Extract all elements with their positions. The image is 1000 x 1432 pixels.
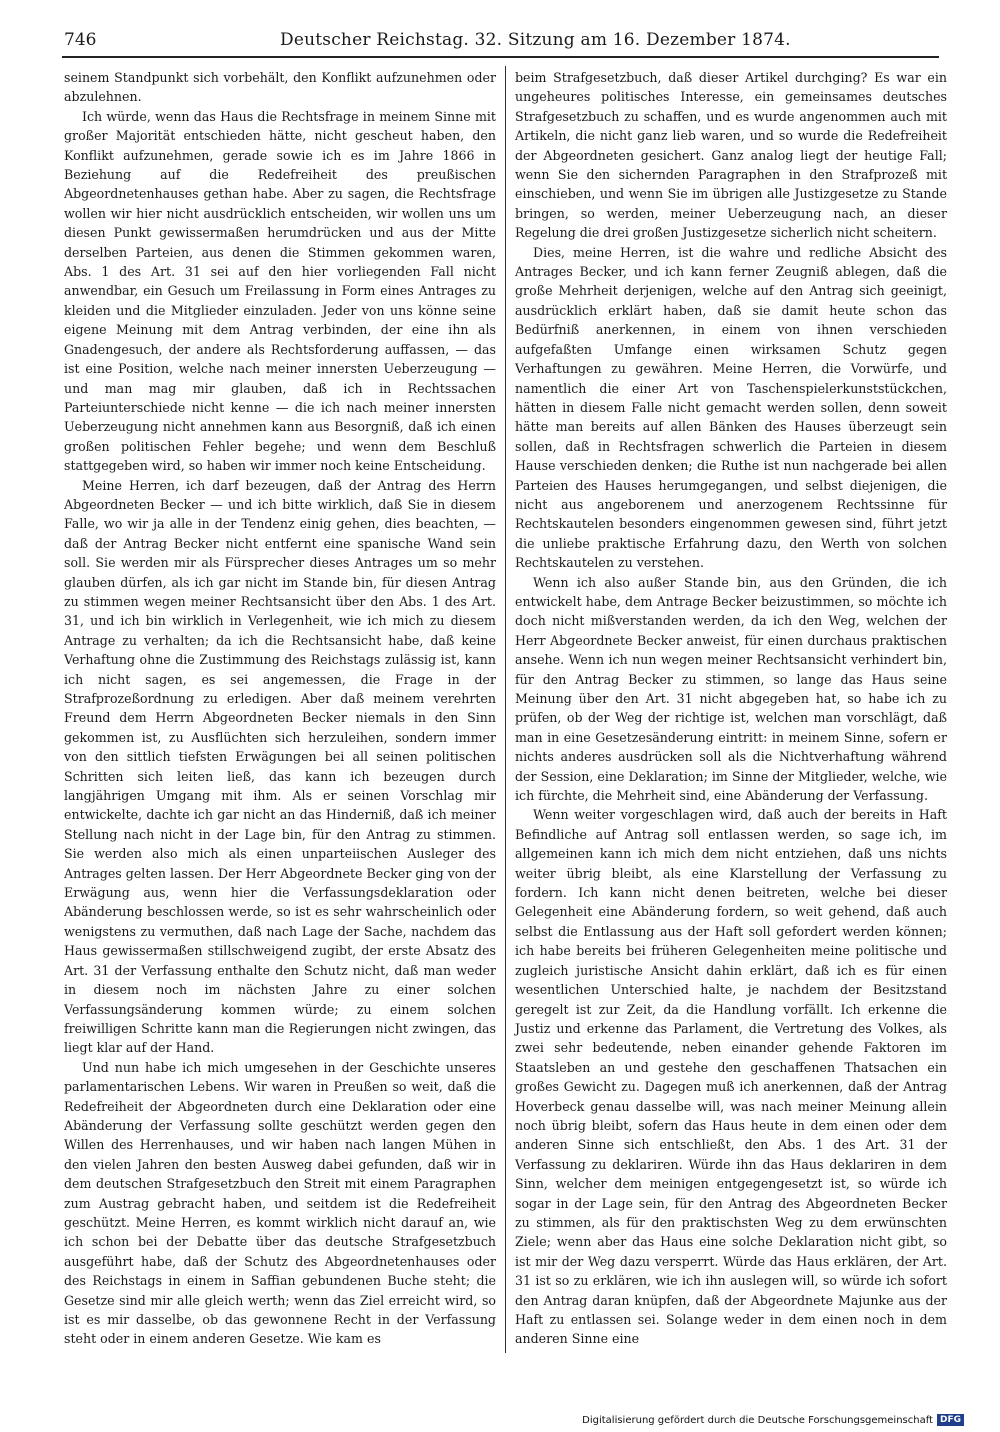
paragraph: Wenn ich also außer Stande bin, aus den Gründen, die ich entwickelt habe, dem Antrage Becker beizustimmen, so möchte ich doch nicht mißverstanden werden, da ich den Weg, welchen der Herr Abgeordnete Becker anweist, für einen durchaus praktischen ansehe. Wenn ich nun wegen meiner Rechtsansicht verhindert bin, für den Antrag Becker zu stimmen, so lange das Haus seine Meinung über den Art. 31 nicht abgegeben hat, so habe ich zu prüfen, ob der Weg der richtige ist, welchen man vorschlägt, daß man in eine Gesetzesänderung eintritt: in meinem Sinne, sofern er nichts anderes ausdrücken soll als die Nichtverhaftung während der Session, eine Deklaration; im Sinne der Mitglieder, welche, wie ich fürchte, die Mehrheit sind, eine Abänderung der Verfassung.: [515, 574, 947, 804]
dfg-logo-icon: DFG: [937, 1414, 964, 1426]
column-divider: [505, 66, 506, 1353]
footer-credit: Digitalisierung gefördert durch die Deutsche Forschungsgemeinschaft: [582, 1414, 933, 1426]
paragraph: Dies, meine Herren, ist die wahre und redliche Absicht des Antrages Becker, und ich kann ferner Zeugniß ablegen, daß die große Mehrheit derjenigen, welche auf den Antrag sich geeinigt, ausdrücklich erklärt haben, daß sie damit heute schon das Bedürfniß anerkennen, in einem von ihnen verschieden aufgefaßten Umfange einen wirksamen Schutz gegen Verhaftungen zu gewähren. Meine Herren, die Vorwürfe, und namentlich die einer Art von Taschenspielerkunststückchen, hätten in diesem Falle nicht gemacht werden sollen, denn soweit hätte man bereits auf allen Bänken des Hauses überzeugt sein sollen, daß in Rechtsfragen schwerlich die Parteien in diesem Hause verschieden denken; die Ruthe ist nun nachgerade bei allen Parteien des Hauses herumgegangen, und selbst diejenigen, die nicht aus angeborenem und anerzogenem Rechtssinne für Rechtskautelen besonders eingenommen gewesen sind, führt jetzt die unliebe praktische Erfahrung dazu, den Werth von solchen Rechtskautelen zu verstehen.: [515, 244, 947, 571]
running-head: Deutscher Reichstag. 32. Sitzung am 16. Dezember 1874.: [280, 30, 791, 50]
paragraph: Und nun habe ich mich umgesehen in der Geschichte unseres parlamentarischen Lebens. Wir waren in Preußen so weit, daß die Redefreiheit der Abgeordneten durch eine Deklaration oder eine Abänderung der Verfassung sollte geschützt werden gegen den Willen des Herrenhauses, und wir haben nach langen Mühen in den vielen Jahren den besten Ausweg dabei gefunden, daß wir in dem deutschen Strafgesetzbuch den Streit mit einem Paragraphen zum Austrag gebracht haben, und seitdem ist die Redefreiheit geschützt. Meine Herren, es kommt wirklich nicht darauf an, wie ich schon bei der Debatte über das deutsche Strafgesetzbuch ausgeführt habe, daß der Schutz des Abgeordnetenhauses oder des Reichstags in einem in Saffian gebundenen Buche steht; die Gesetze sind mir alle gleich werth; wenn das Ziel erreicht wird, so ist es mir dasselbe, ob das gewonnene Recht in der Verfassung steht oder in einem anderen Gesetze. Wie kam es: [64, 1059, 496, 1347]
paragraph: seinem Standpunkt sich vorbehält, den Konflikt aufzunehmen oder abzulehnen.: [64, 70, 496, 105]
left-column: [64, 68, 496, 1349]
footer: [582, 1414, 964, 1426]
paragraph: Ich würde, wenn das Haus die Rechtsfrage in meinem Sinne mit großer Majorität entschieden hätte, nicht gescheut haben, den Konflikt aufzunehmen, gerade sowie ich es im Jahre 1866 in Beziehung auf die Redefreiheit des preußischen Abgeordnetenhauses gethan habe. Aber zu sagen, die Rechtsfrage wollen wir hier nicht ausdrücklich entscheiden, wir wollen uns um diesen Punkt gewissermaßen herumdrücken und aus der Mitte derselben Parteien, aus denen die Stimmen gekommen waren, Abs. 1 des Art. 31 sei auf den hier vorliegenden Fall nicht anwendbar, ein Gesuch um Freilassung in Form eines Antrages zu kleiden und die Mitglieder einzuladen. Jeder von uns könne seine eigene Meinung mit dem Antrag verbinden, der eine ihn als Gnadengesuch, der andere als Rechtsforderung auffassen, — das ist eine Position, welche nach meiner innersten Ueberzeugung — und man mag mir glauben, daß ich in Rechtssachen Parteiunterschiede nicht kenne — die ich nach meiner innersten Ueberzeugung nicht annehmen kann aus Besorgniß, daß ich einen großen politischen Fehler begehe; und wenn dem Beschluß stattgegeben wird, so haben wir immer noch keine Entscheidung.: [64, 108, 496, 474]
paragraph: Wenn weiter vorgeschlagen wird, daß auch der bereits in Haft Befindliche auf Antrag soll entlassen werden, so sage ich, im allgemeinen kann ich mich dem nicht entziehen, daß uns nichts weiter übrig bleibt, als eine Klarstellung der Verfassung zu fordern. Ich kann nicht denen beitreten, welche bei dieser Gelegenheit eine Abänderung fordern, so weit gehend, daß auch selbst die Entlassung aus der Haft soll gefordert werden können; ich habe bereits bei früheren Gelegenheiten meine politische und zugleich juristische Ansicht dahin erklärt, daß ich es für einen wesentlichen Unterschied halte, je nachdem der Besitzstand geregelt ist zur Zeit, da die Handlung vorfällt. Ich erkenne die Justiz und erkenne das Parlament, die Vertretung des Volkes, als zwei sehr bedeutende, neben einander gehende Faktoren im Staatsleben an und gestehe den geschaffenen Thatsachen ein großes Gewicht zu. Dagegen muß ich anerkennen, daß der Antrag Hoverbeck genau dasselbe will, was nach meiner Meinung allein noch übrig bleibt, sofern das Haus heute in dem einen oder dem anderen Sinne sich entschließt, den Abs. 1 des Art. 31 der Verfassung zu deklariren. Würde ihn das Haus deklariren in dem Sinn, welcher dem meinigen entgegengesetzt ist, so würde ich sogar in der Lage sein, für den Antrag des Abgeordneten Becker zu stimmen, als für den praktischsten Weg zu dem erwünschten Ziele; wenn aber das Haus eine solche Deklaration nicht gibt, so ist mir der Weg dazu versperrt. Würde das Haus erklären, der Art. 31 ist so zu erklären, wie ich ihn auslegen will, so würde ich sofort den Antrag daran knüpfen, daß der Abgeordnete Majunke aus der Haft zu entlassen sei. Solange weder in dem einen noch in dem anderen Sinne eine: [515, 807, 947, 1347]
paragraph: beim Strafgesetzbuch, daß dieser Artikel durchging? Es war ein ungeheures politisches Interesse, ein gemeinsames deutsches Strafgesetzbuch zu schaffen, und es wurde angenommen auch mit Artikeln, die nicht ganz lieb waren, und so wurde die Redefreiheit der Abgeordneten gesichert. Ganz analog liegt der heutige Fall; wenn Sie den sichernden Paragraphen in den Strafprozeß mit einschieben, und wenn Sie im übrigen alle Justizgesetze zu Stande bringen, so werden, meiner Ueberzeugung nach, an dieser Regelung die drei großen Justizgesetze sicherlich nicht scheitern.: [515, 70, 947, 241]
page-number: 746: [64, 30, 97, 50]
right-column: [515, 68, 947, 1349]
header-rule: [62, 56, 939, 58]
paragraph: Meine Herren, ich darf bezeugen, daß der Antrag des Herrn Abgeordneten Becker — und ich bitte wirklich, daß Sie in diesem Falle, wo wir ja alle in der Tendenz einig gehen, dies beachten, — daß der Antrag Becker nicht entfernt eine spanische Wand sein soll. Sie werden mir als Fürsprecher dieses Antrages um so mehr glauben dürfen, als ich gar nicht im Stande bin, für diesen Antrag zu stimmen wegen meiner Rechtsansicht über den Abs. 1 des Art. 31, und ich bin wirklich in Verlegenheit, wie ich mich zu diesem Antrage zu verhalten; da ich die Rechtsansicht habe, daß keine Verhaftung ohne die Zustimmung des Reichstags zulässig ist, kann ich nicht sagen, es sei angemessen, die Frage in der Strafprozeßordnung zu erledigen. Aber daß meinem verehrten Freund dem Herrn Abgeordneten Becker niemals in den Sinn gekommen ist, zu Ausflüchten sich herzuleihen, sondern immer von den sittlich tiefsten Erwägungen bei all seinen politischen Schritten sich leiten ließ, das kann ich bezeugen durch langjährigen Umgang mit ihm. Als er seinen Vorschlag mir entwickelte, dachte ich gar nicht an das Hinderniß, daß ich meiner Stellung nach nicht in der Lage bin, für den Antrag zu stimmen. Sie werden also mich als einen unparteiischen Ausleger des Antrages gelten lassen. Der Herr Abgeordnete Becker ging von der Erwägung aus, wenn hier die Verfassungsdeklaration oder Abänderung beschlossen werde, so ist es sehr wahrscheinlich oder wenigstens zu vermuthen, daß nach Lage der Sache, nachdem das Haus gewissermaßen stillschweigend zugibt, der erste Absatz des Art. 31 der Verfassung enthalte den Schutz nicht, daß man weder in diesem noch im nächsten Jahre zu einer solchen Verfassungsänderung kommen würde; zu einem solchen freiwilligen Schritte kann man die Regierungen nicht zwingen, das liegt klar auf der Hand.: [64, 477, 496, 1056]
